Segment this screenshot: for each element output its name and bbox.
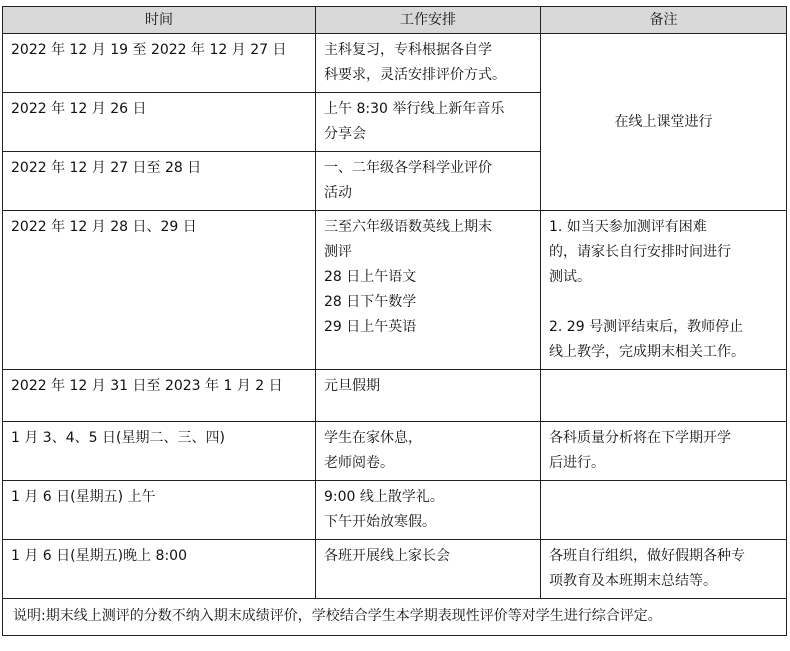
- cell-time: 1 月 6 日(星期五)晚上 8:00: [3, 540, 316, 599]
- work-line: 29 日上午英语: [324, 319, 417, 335]
- cell-note: [541, 540, 787, 599]
- note-line: 的，请家长自行安排时间进行: [549, 244, 731, 260]
- schedule-table: [2, 6, 787, 636]
- header-note: 备注: [541, 7, 787, 34]
- work-line: 28 日上午语文: [324, 269, 417, 285]
- note-line: 后进行。: [549, 455, 605, 471]
- note-line: 项教育及本班期末总结等。: [549, 573, 717, 589]
- cell-work: [316, 370, 541, 422]
- work-line: 上午 8:30 举行线上新年音乐: [324, 101, 505, 117]
- cell-time: 2022 年 12 月 31 日至 2023 年 1 月 2 日: [3, 370, 316, 422]
- work-line: 三至六年级语数英线上期末: [324, 219, 492, 235]
- cell-work: [316, 34, 541, 93]
- work-line: 一、二年级各学科学业评价: [324, 160, 492, 176]
- work-line: 老师阅卷。: [324, 455, 394, 471]
- table-row: [3, 481, 787, 540]
- cell-work: [316, 481, 541, 540]
- cell-work: [316, 540, 541, 599]
- work-line: 测评: [324, 244, 352, 260]
- work-line: 各班开展线上家长会: [324, 548, 450, 564]
- work-line: 科要求，灵活安排评价方式。: [324, 67, 506, 83]
- cell-time: 2022 年 12 月 28 日、29 日: [3, 211, 316, 370]
- note-line: 各科质量分析将在下学期开学: [549, 430, 731, 446]
- table-row: [3, 422, 787, 481]
- work-line: 下午开始放寒假。: [324, 514, 436, 530]
- work-line: 分享会: [324, 126, 366, 142]
- footer-row: [3, 599, 787, 636]
- note-line: 1. 如当天参加测评有困难: [549, 219, 707, 235]
- work-line: 元旦假期: [324, 378, 380, 394]
- work-line: 28 日下午数学: [324, 294, 417, 310]
- cell-note-empty: [541, 481, 787, 540]
- cell-note: [541, 422, 787, 481]
- note-line: 各班自行组织，做好假期各种专: [549, 548, 745, 564]
- cell-time: 1 月 3、4、5 日(星期二、三、四): [3, 422, 316, 481]
- cell-time: 2022 年 12 月 19 至 2022 年 12 月 27 日: [3, 34, 316, 93]
- note-line: 线上教学，完成期末相关工作。: [549, 344, 745, 360]
- table-row: [3, 370, 787, 422]
- work-line: 活动: [324, 185, 352, 201]
- note-line: 测试。: [549, 269, 591, 285]
- cell-work: [316, 93, 541, 152]
- work-line: 主科复习，专科根据各自学: [324, 42, 492, 58]
- cell-work: [316, 211, 541, 370]
- work-line: 学生在家休息，: [324, 430, 422, 446]
- cell-time: 1 月 6 日(星期五) 上午: [3, 481, 316, 540]
- table-header-row: [3, 7, 787, 34]
- cell-time: 2022 年 12 月 27 日至 28 日: [3, 152, 316, 211]
- note-line: 2. 29 号测评结束后，教师停止: [549, 319, 744, 335]
- table-row: [3, 211, 787, 370]
- cell-time: 2022 年 12 月 26 日: [3, 93, 316, 152]
- cell-note-merged: 在线上课堂进行: [541, 34, 787, 211]
- table-row: [3, 540, 787, 599]
- header-work: 工作安排: [316, 7, 541, 34]
- work-line: 9:00 线上散学礼。: [324, 489, 444, 505]
- note-spacer: [549, 290, 778, 315]
- table-row: [3, 34, 787, 93]
- footer-note: 说明:期末线上测评的分数不纳入期末成绩评价，学校结合学生本学期表现性评价等对学生进行综合评定。: [3, 599, 787, 636]
- cell-work: [316, 152, 541, 211]
- cell-note-empty: [541, 370, 787, 422]
- header-time: 时间: [3, 7, 316, 34]
- cell-work: [316, 422, 541, 481]
- cell-note: [541, 211, 787, 370]
